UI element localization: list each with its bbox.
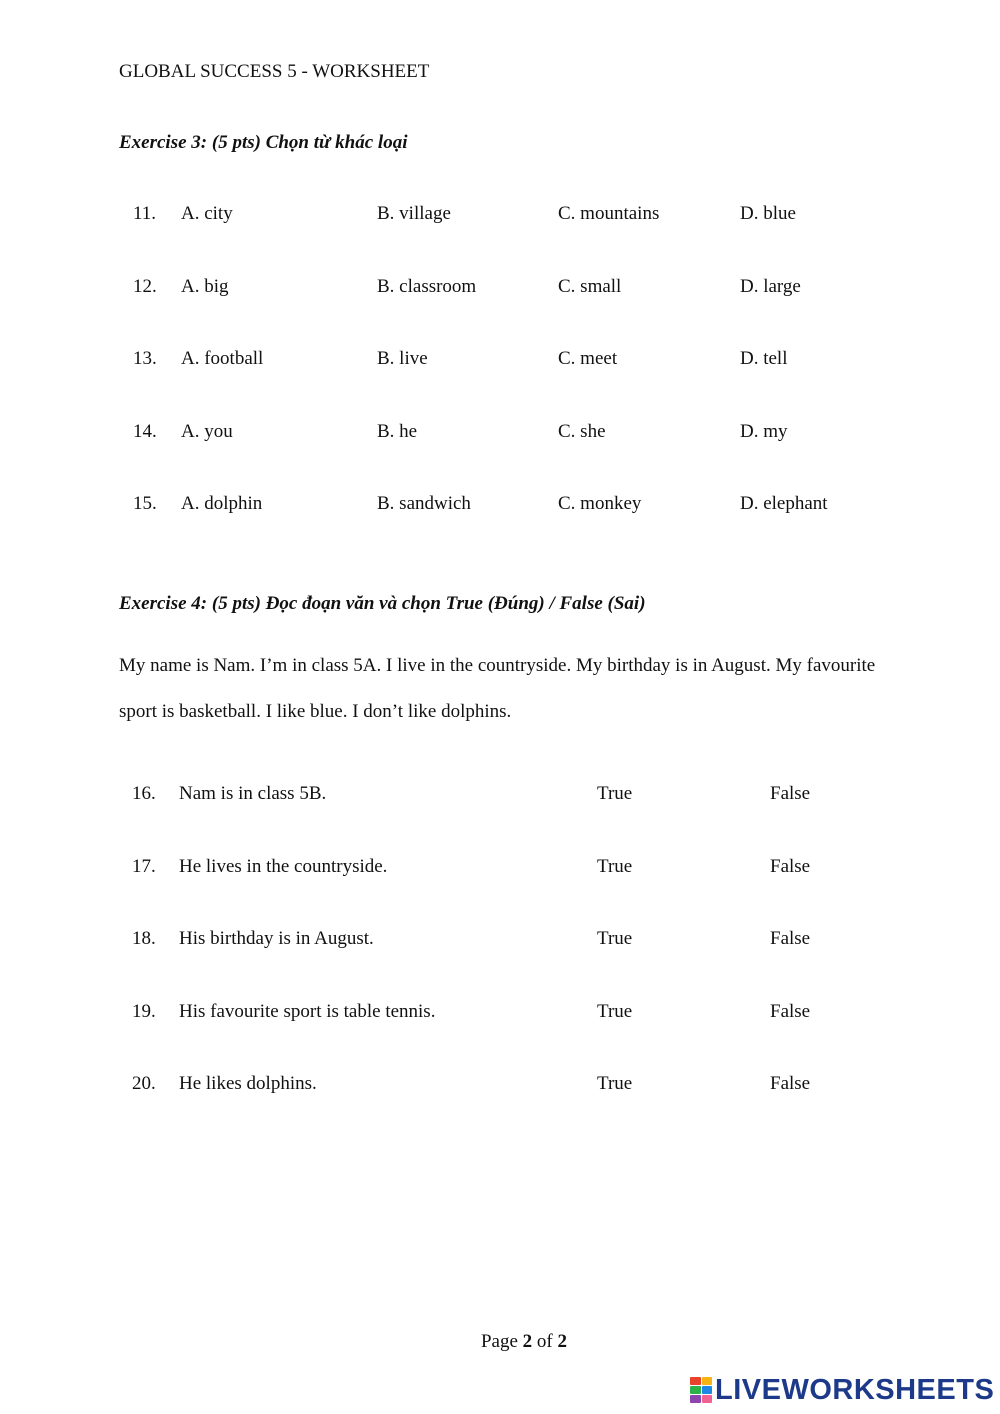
statement-text: He lives in the countryside. bbox=[179, 856, 388, 877]
option-a[interactable]: A. you bbox=[181, 421, 233, 442]
page-prefix: Page bbox=[480, 1331, 523, 1352]
liveworksheets-logo-icon bbox=[690, 1377, 712, 1403]
statement-text: He likes dolphins. bbox=[179, 1073, 317, 1094]
true-option[interactable]: True bbox=[597, 1001, 633, 1022]
option-a[interactable]: A. football bbox=[181, 348, 264, 369]
exercise-4-title: Exercise 4: (5 pts) Đọc đoạn văn và chọn True (Đúng) / False (Sai) bbox=[119, 593, 646, 614]
statement-row bbox=[0, 856, 1000, 884]
statement-text: Nam is in class 5B. bbox=[179, 783, 327, 804]
true-option[interactable]: True bbox=[597, 1073, 633, 1094]
logo-cell bbox=[702, 1386, 713, 1394]
passage-line: My name is Nam. I’m in class 5A. I live in the countryside. My birthday is in August. My favourite bbox=[119, 655, 876, 676]
option-d[interactable]: D. blue bbox=[740, 203, 796, 224]
option-c[interactable]: C. mountains bbox=[558, 203, 660, 224]
logo-cell bbox=[690, 1395, 701, 1403]
reading-passage bbox=[119, 643, 939, 735]
question-number: 12. bbox=[133, 276, 157, 297]
statement-number: 19. bbox=[132, 1001, 156, 1022]
page-current: 2 bbox=[522, 1331, 533, 1352]
false-option[interactable]: False bbox=[770, 928, 811, 949]
statement-number: 20. bbox=[132, 1073, 156, 1094]
option-b[interactable]: B. classroom bbox=[377, 276, 477, 297]
question-row bbox=[0, 421, 1000, 449]
worksheet-header-title: GLOBAL SUCCESS 5 - WORKSHEET bbox=[119, 61, 430, 82]
page-footer bbox=[0, 1331, 1000, 1353]
passage-line: sport is basketball. I like blue. I don’t like dolphins. bbox=[119, 701, 512, 722]
option-b[interactable]: B. live bbox=[377, 348, 428, 369]
statement-row bbox=[0, 783, 1000, 811]
question-row bbox=[0, 276, 1000, 304]
option-b[interactable]: B. sandwich bbox=[377, 493, 471, 514]
option-c[interactable]: C. monkey bbox=[558, 493, 642, 514]
option-c[interactable]: C. meet bbox=[558, 348, 618, 369]
statement-number: 18. bbox=[132, 928, 156, 949]
false-option[interactable]: False bbox=[770, 783, 811, 804]
option-a[interactable]: A. big bbox=[181, 276, 229, 297]
statement-number: 16. bbox=[132, 783, 156, 804]
logo-cell bbox=[690, 1386, 701, 1394]
option-c[interactable]: C. small bbox=[558, 276, 622, 297]
option-d[interactable]: D. tell bbox=[740, 348, 788, 369]
question-row bbox=[0, 493, 1000, 521]
option-b[interactable]: B. he bbox=[377, 421, 418, 442]
question-row bbox=[0, 348, 1000, 376]
question-row bbox=[0, 203, 1000, 231]
option-d[interactable]: D. elephant bbox=[740, 493, 828, 514]
logo-cell bbox=[690, 1377, 701, 1385]
question-number: 11. bbox=[133, 203, 157, 224]
page-mid: of bbox=[532, 1331, 558, 1352]
option-b[interactable]: B. village bbox=[377, 203, 451, 224]
false-option[interactable]: False bbox=[770, 1073, 811, 1094]
question-number: 15. bbox=[133, 493, 157, 514]
option-d[interactable]: D. large bbox=[740, 276, 801, 297]
false-option[interactable]: False bbox=[770, 1001, 811, 1022]
exercise-3-title: Exercise 3: (5 pts) Chọn từ khác loại bbox=[119, 132, 408, 153]
option-a[interactable]: A. city bbox=[181, 203, 233, 224]
true-option[interactable]: True bbox=[597, 783, 633, 804]
logo-cell bbox=[702, 1377, 713, 1385]
logo-cell bbox=[702, 1395, 713, 1403]
statement-number: 17. bbox=[132, 856, 156, 877]
statement-row bbox=[0, 928, 1000, 956]
page-total: 2 bbox=[557, 1331, 567, 1352]
question-number: 13. bbox=[133, 348, 157, 369]
true-option[interactable]: True bbox=[597, 928, 633, 949]
brand-name: LIVEWORKSHEETS bbox=[715, 1373, 995, 1406]
statement-row bbox=[0, 1001, 1000, 1029]
option-a[interactable]: A. dolphin bbox=[181, 493, 263, 514]
true-option[interactable]: True bbox=[597, 856, 633, 877]
statement-row bbox=[0, 1073, 1000, 1101]
liveworksheets-brand[interactable] bbox=[690, 1372, 994, 1408]
question-number: 14. bbox=[133, 421, 157, 442]
statement-text: His favourite sport is table tennis. bbox=[179, 1001, 436, 1022]
false-option[interactable]: False bbox=[770, 856, 811, 877]
statement-text: His birthday is in August. bbox=[179, 928, 374, 949]
option-d[interactable]: D. my bbox=[740, 421, 788, 442]
option-c[interactable]: C. she bbox=[558, 421, 606, 442]
